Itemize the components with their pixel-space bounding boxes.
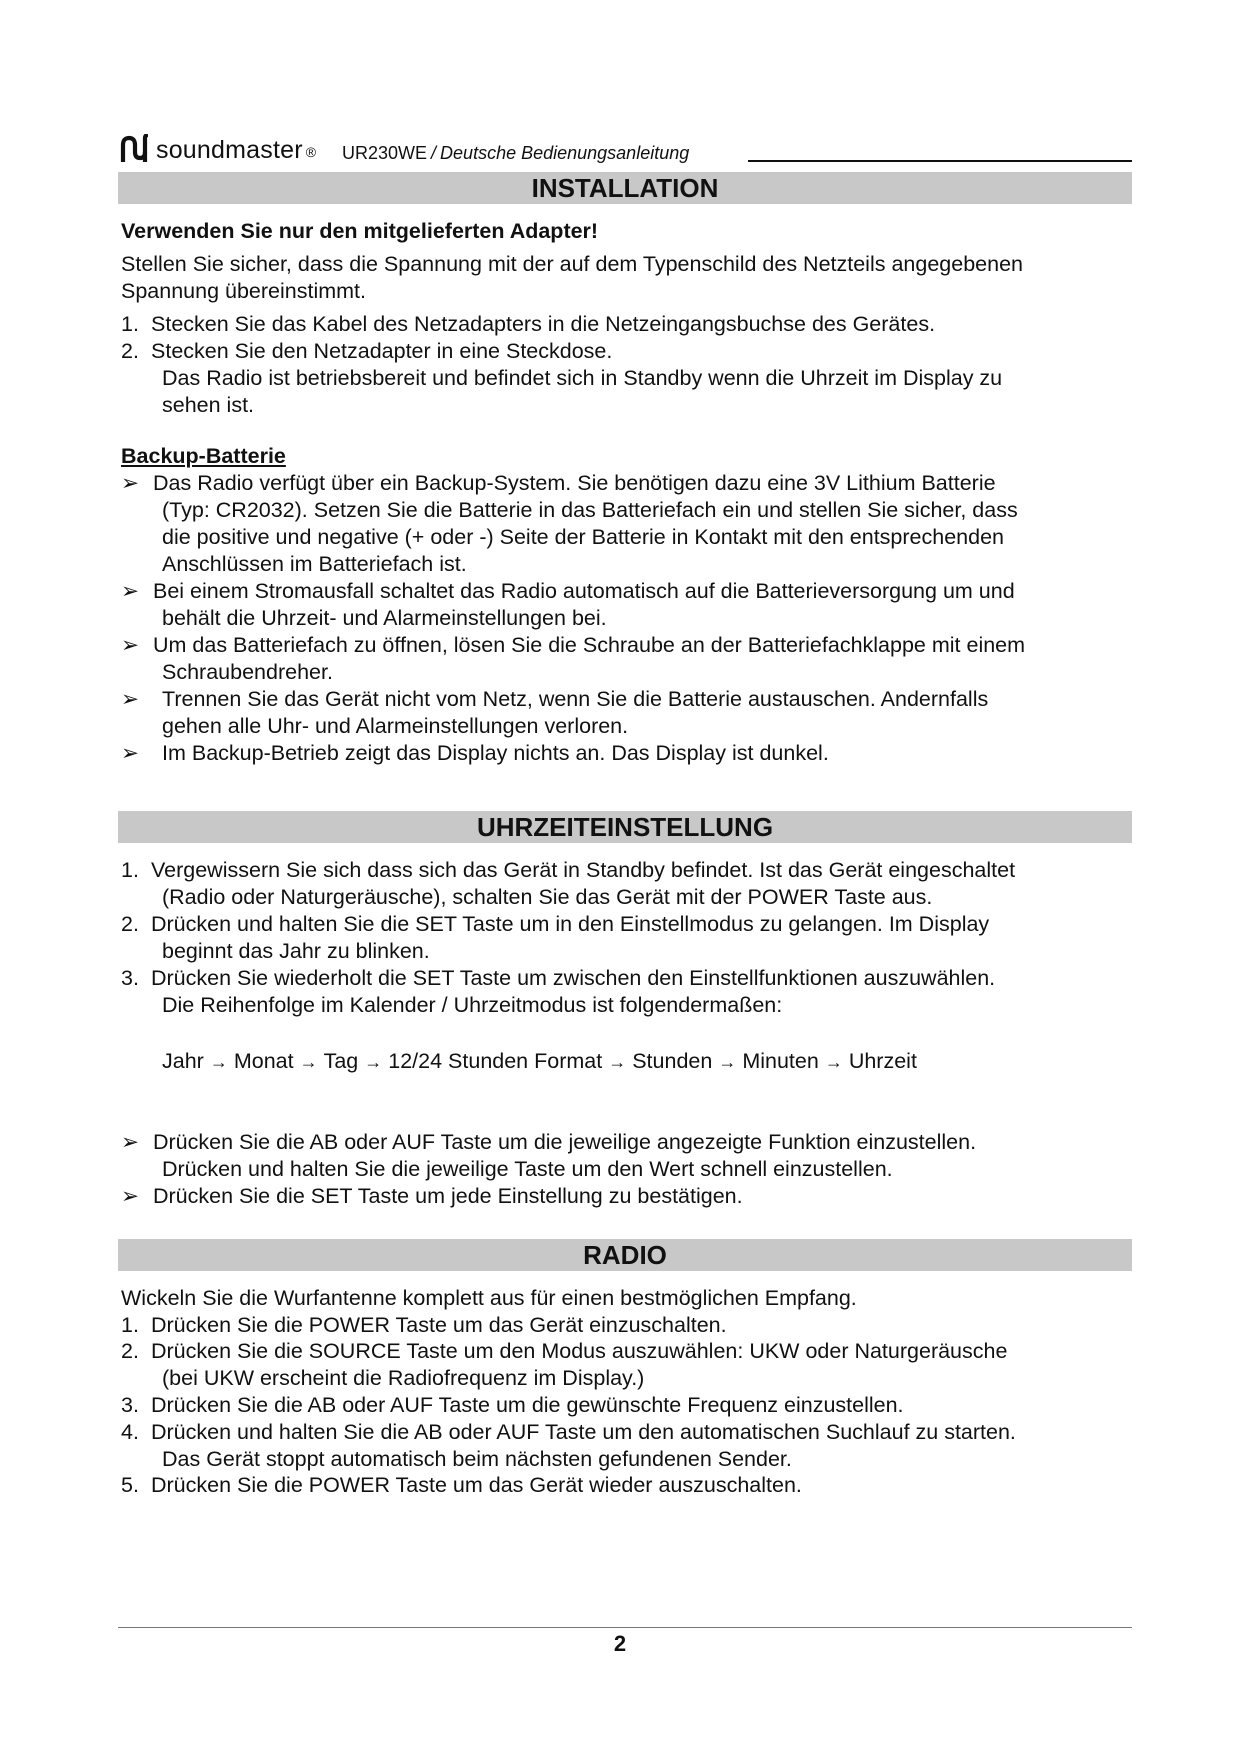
page-number: 2 [613,1631,627,1656]
step-number: 3. [121,1393,139,1417]
bullet-continuation: Anschlüssen im Batteriefach ist. [162,552,467,576]
header-rule [748,160,1132,162]
list-item [121,857,1015,884]
intro-line: Spannung übereinstimmt. [121,279,367,303]
sequence-item: Uhrzeit [848,1049,917,1073]
sequence-item: Stunden [632,1049,713,1073]
sequence-item: Minuten [742,1049,819,1073]
step-number: 1. [121,858,139,882]
bullet-continuation: die positive und negative (+ oder -) Seite der Batterie in Kontakt mit den entsprechenden [162,525,1004,549]
list-item [121,311,935,338]
bullet-text: Drücken Sie die AB oder AUF Taste um die jeweilige angezeigte Funktion einzustellen. [153,1130,977,1154]
sequence-item: Tag [323,1049,359,1073]
soundmaster-logo-icon [120,134,152,164]
arrow-bullet-icon: ➢ [121,741,140,765]
arrow-right-icon: → [824,1052,843,1072]
brand-logo [120,124,316,164]
brand-name: soundmaster [156,136,303,164]
list-item [121,965,995,992]
step-text: Drücken Sie die POWER Taste um das Gerät einzuschalten. [151,1313,727,1337]
page-header [120,118,1132,164]
bullet-continuation: gehen alle Uhr- und Alarmeinstellungen verloren. [162,714,629,738]
arrow-right-icon: → [209,1052,228,1072]
sequence-item: Jahr [162,1049,204,1073]
list-item [121,1183,743,1210]
arrow-bullet-icon: ➢ [121,579,140,603]
step-text: Drücken und halten Sie die SET Taste um in den Einstellmodus zu gelangen. Im Display [151,912,990,936]
registered-mark: ® [305,144,317,160]
list-item [121,1129,976,1156]
title-separator: / [431,143,437,163]
sequence-item: Monat [233,1049,294,1073]
step-number: 2. [121,912,139,936]
intro-line: Stellen Sie sicher, dass die Spannung mit der auf dem Typenschild des Netzteils angegebenen [121,252,1023,276]
step-number: 2. [121,339,139,363]
manual-subtitle: Deutsche Bedienungsanleitung [440,143,690,163]
bullet-continuation: Drücken und halten Sie die jeweilige Taste um den Wert schnell einzustellen. [162,1157,893,1181]
step-continuation: Das Radio ist betriebsbereit und befindet sich in Standby wenn die Uhrzeit im Display zu [162,366,1003,390]
step-text: Drücken Sie die AB oder AUF Taste um die gewünschte Frequenz einzustellen. [151,1393,904,1417]
bullet-continuation: behält die Uhrzeit- und Alarmeinstellungen bei. [162,606,607,630]
step-continuation: beginnt das Jahr zu blinken. [162,939,430,963]
list-item [121,338,612,365]
bullet-text: Trennen Sie das Gerät nicht vom Netz, wenn Sie die Batterie austauschen. Andernfalls [162,687,989,711]
step-text: Stecken Sie das Kabel des Netzadapters in die Netzeingangsbuchse des Gerätes. [151,312,936,336]
arrow-right-icon: → [608,1052,627,1072]
step-number: 1. [121,312,139,336]
section-title-radio: RADIO [118,1239,1132,1271]
list-item [121,686,988,713]
document-title [342,142,689,164]
bullet-text: Um das Batteriefach zu öffnen, lösen Sie die Schraube an der Batteriefachklappe mit einem [153,633,1026,657]
step-continuation: (bei UKW erscheint die Radiofrequenz im Display.) [162,1366,645,1390]
list-item [121,1419,1016,1446]
list-item [121,632,1025,659]
step-text: Drücken und halten Sie die AB oder AUF Taste um den automatischen Suchlauf zu starten. [151,1420,1016,1444]
adapter-warning: Verwenden Sie nur den mitgelieferten Adapter! [121,219,599,243]
list-item [121,470,996,497]
step-number: 1. [121,1313,139,1337]
arrow-bullet-icon: ➢ [121,633,140,657]
step-text: Vergewissern Sie sich dass sich das Gerät in Standby befindet. Ist das Gerät eingeschaltet [151,858,1016,882]
list-item [121,578,1015,605]
section-title-installation: INSTALLATION [118,172,1132,204]
list-item [121,1472,802,1499]
backup-battery-heading: Backup-Batterie [121,444,286,468]
arrow-bullet-icon: ➢ [121,687,140,711]
list-item [121,1312,727,1339]
arrow-right-icon: → [299,1052,318,1072]
bullet-continuation: (Typ: CR2032). Setzen Sie die Batterie in das Batteriefach ein und stellen Sie sicher, dass [162,498,1018,522]
list-item [121,1338,1007,1365]
sequence-item: 12/24 Stunden Format [388,1049,603,1073]
arrow-right-icon: → [718,1052,737,1072]
footer-rule [118,1627,1132,1628]
list-item [121,740,829,767]
step-number: 2. [121,1339,139,1363]
step-text: Stecken Sie den Netzadapter in eine Steckdose. [151,339,613,363]
list-item [121,911,989,938]
list-item [121,1392,904,1419]
step-number: 4. [121,1420,139,1444]
settings-sequence [162,1048,917,1076]
arrow-bullet-icon: ➢ [121,1130,140,1154]
arrow-bullet-icon: ➢ [121,1184,140,1208]
step-text: Drücken Sie die SOURCE Taste um den Modus auszuwählen: UKW oder Naturgeräusche [151,1339,1008,1363]
arrow-right-icon: → [364,1052,383,1072]
bullet-text: Im Backup-Betrieb zeigt das Display nichts an. Das Display ist dunkel. [162,741,829,765]
bullet-continuation: Schraubendreher. [162,660,333,684]
step-number: 5. [121,1473,139,1497]
section-title-clock: UHRZEITEINSTELLUNG [118,811,1132,843]
arrow-bullet-icon: ➢ [121,471,140,495]
step-continuation: Die Reihenfolge im Kalender / Uhrzeitmodus ist folgendermaßen: [162,993,783,1017]
step-text: Drücken Sie die POWER Taste um das Gerät wieder auszuschalten. [151,1473,802,1497]
radio-intro: Wickeln Sie die Wurfantenne komplett aus für einen bestmöglichen Empfang. [121,1286,857,1310]
step-text: Drücken Sie wiederholt die SET Taste um zwischen den Einstellfunktionen auszuwählen. [151,966,996,990]
bullet-text: Drücken Sie die SET Taste um jede Einstellung zu bestätigen. [153,1184,743,1208]
bullet-text: Das Radio verfügt über ein Backup-System. Sie benötigen dazu eine 3V Lithium Batterie [153,471,996,495]
bullet-text: Bei einem Stromausfall schaltet das Radio automatisch auf die Batterieversorgung um und [153,579,1015,603]
model-number: UR230WE [342,143,428,163]
step-number: 3. [121,966,139,990]
step-continuation: Das Gerät stoppt automatisch beim nächsten gefundenen Sender. [162,1447,792,1471]
step-continuation: sehen ist. [162,393,255,417]
step-continuation: (Radio oder Naturgeräusche), schalten Sie das Gerät mit der POWER Taste aus. [162,885,933,909]
